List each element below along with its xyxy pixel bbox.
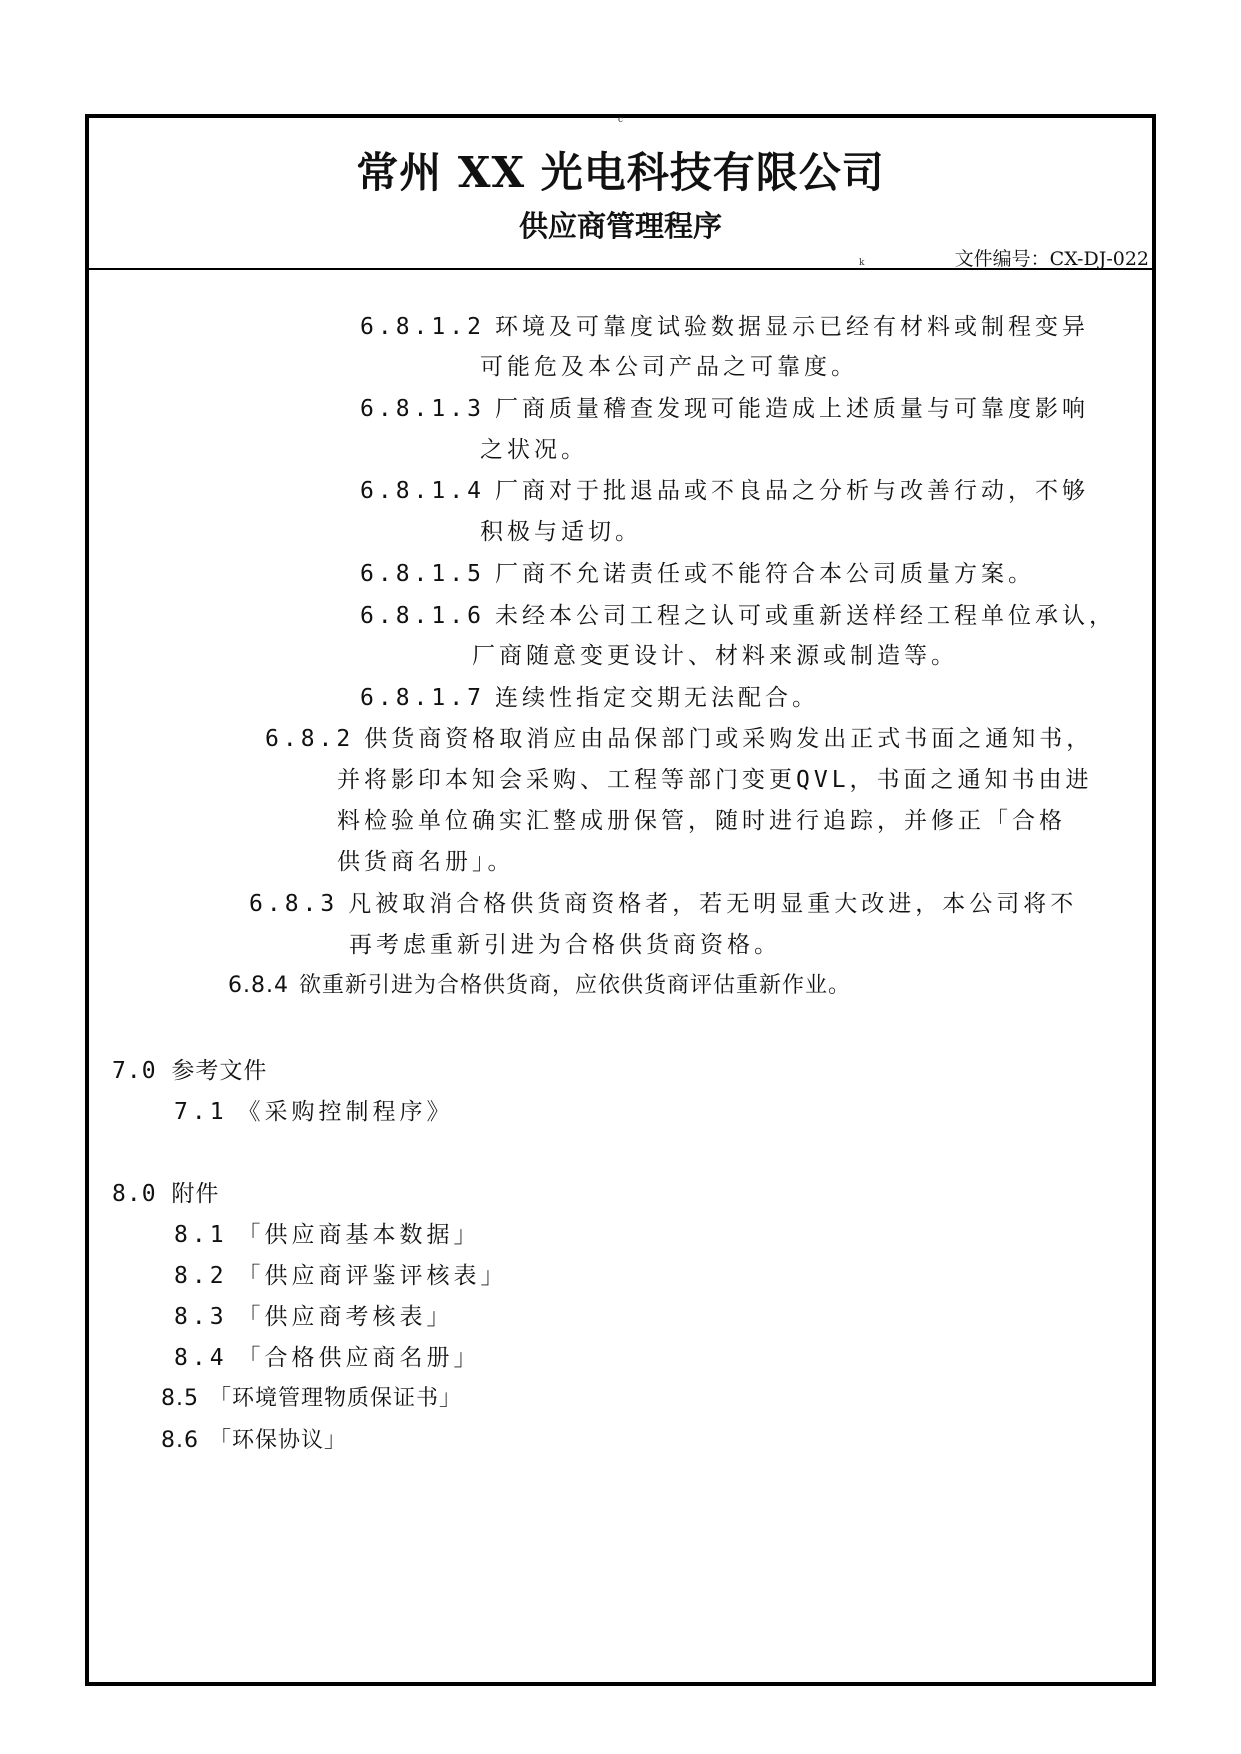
clause-6-8-2-cont-1: 并将影印本知会采购、工程等部门变更QVL，书面之通知书由进 bbox=[337, 767, 1093, 793]
item-text: 「供应商考核表」 bbox=[237, 1304, 454, 1330]
document-number: 文件编号：CX-DJ-022 bbox=[954, 248, 1149, 270]
clause-text: 供货商资格取消应由品保部门或采购发出正式书面之通知书， bbox=[364, 726, 1094, 752]
clause-number: 6.8.3 bbox=[249, 891, 339, 917]
clause-number: 6.8.1.4 bbox=[360, 478, 485, 504]
clause-6-8-1-6-cont: 厂商随意变更设计、材料来源或制造等。 bbox=[472, 643, 958, 669]
clause-6-8-1-2 bbox=[360, 308, 1089, 341]
item-number: 8.1 bbox=[174, 1222, 228, 1248]
item-number: 7.1 bbox=[174, 1099, 228, 1125]
company-name: 常州 XX 光电科技有限公司 bbox=[356, 148, 885, 197]
reference-item bbox=[174, 1093, 454, 1126]
clause-6-8-3-cont: 再考虑重新引进为合格供货商资格。 bbox=[349, 932, 781, 958]
item-text: 「供应商评鉴评核表」 bbox=[237, 1263, 508, 1289]
clause-6-8-2 bbox=[265, 720, 1093, 753]
header-mark-k: k bbox=[859, 258, 865, 268]
item-text: 「环境管理物质保证书」 bbox=[209, 1386, 463, 1411]
clause-6-8-3 bbox=[249, 885, 1077, 918]
attachment-item bbox=[174, 1257, 508, 1290]
item-number: 8.3 bbox=[174, 1304, 228, 1330]
item-number: 8.2 bbox=[174, 1263, 228, 1289]
clause-6-8-1-5 bbox=[360, 555, 1035, 588]
item-number: 8.4 bbox=[174, 1345, 228, 1371]
item-text: 《采购控制程序》 bbox=[237, 1099, 454, 1125]
clause-text: 凡被取消合格供货商资格者，若无明显重大改进，本公司将不 bbox=[348, 891, 1078, 917]
clause-number: 6.8.1.6 bbox=[360, 603, 485, 629]
item-text: 「环保协议」 bbox=[209, 1428, 348, 1453]
header-mark-top: c bbox=[618, 115, 624, 125]
clause-6-8-4 bbox=[228, 968, 851, 999]
item-number: 8.6 bbox=[161, 1428, 199, 1453]
clause-6-8-1-2-cont: 可能危及本公司产品之可靠度。 bbox=[480, 354, 858, 380]
attachment-item bbox=[161, 1423, 347, 1454]
clause-text: 欲重新引进为合格供货商，应依供货商评估重新作业。 bbox=[298, 973, 851, 998]
clause-text: 环境及可靠度试验数据显示已经有材料或制程变异 bbox=[494, 314, 1089, 340]
clause-6-8-1-4 bbox=[360, 472, 1089, 505]
clause-number: 6.8.1.7 bbox=[360, 685, 485, 711]
attachment-item bbox=[174, 1339, 481, 1372]
item-text: 「合格供应商名册」 bbox=[237, 1345, 481, 1371]
section-7-heading: 7.0 参考文件 bbox=[112, 1058, 268, 1084]
attachment-item bbox=[174, 1216, 481, 1249]
clause-number: 6.8.1.5 bbox=[360, 561, 485, 587]
clause-text: 厂商不允诺责任或不能符合本公司质量方案。 bbox=[494, 561, 1035, 587]
document-title: 供应商管理程序 bbox=[518, 209, 722, 243]
clause-6-8-1-7 bbox=[360, 679, 819, 712]
clause-text: 未经本公司工程之认可或重新送样经工程单位承认， bbox=[494, 603, 1116, 629]
clause-number: 6.8.2 bbox=[265, 726, 355, 752]
clause-text: 连续性指定交期无法配合。 bbox=[494, 685, 819, 711]
clause-6-8-1-3 bbox=[360, 390, 1089, 423]
clause-number: 6.8.1.2 bbox=[360, 314, 485, 340]
clause-number: 6.8.1.3 bbox=[360, 396, 485, 422]
attachment-item bbox=[161, 1381, 462, 1412]
item-number: 8.5 bbox=[161, 1386, 199, 1411]
item-text: 「供应商基本数据」 bbox=[237, 1222, 481, 1248]
attachment-item bbox=[174, 1298, 454, 1331]
clause-6-8-1-6 bbox=[360, 597, 1116, 630]
clause-6-8-1-4-cont: 积极与适切。 bbox=[480, 519, 642, 545]
clause-number: 6.8.4 bbox=[228, 973, 289, 998]
clause-text: 厂商质量稽查发现可能造成上述质量与可靠度影响 bbox=[494, 396, 1089, 422]
clause-text: 厂商对于批退品或不良品之分析与改善行动，不够 bbox=[494, 478, 1089, 504]
clause-6-8-2-cont-3: 供货商名册」。 bbox=[337, 849, 515, 875]
clause-6-8-1-3-cont: 之状况。 bbox=[480, 437, 588, 463]
clause-6-8-2-cont-2: 料检验单位确实汇整成册保管，随时进行追踪，并修正「合格 bbox=[337, 808, 1066, 834]
section-8-heading: 8.0 附件 bbox=[112, 1181, 220, 1207]
